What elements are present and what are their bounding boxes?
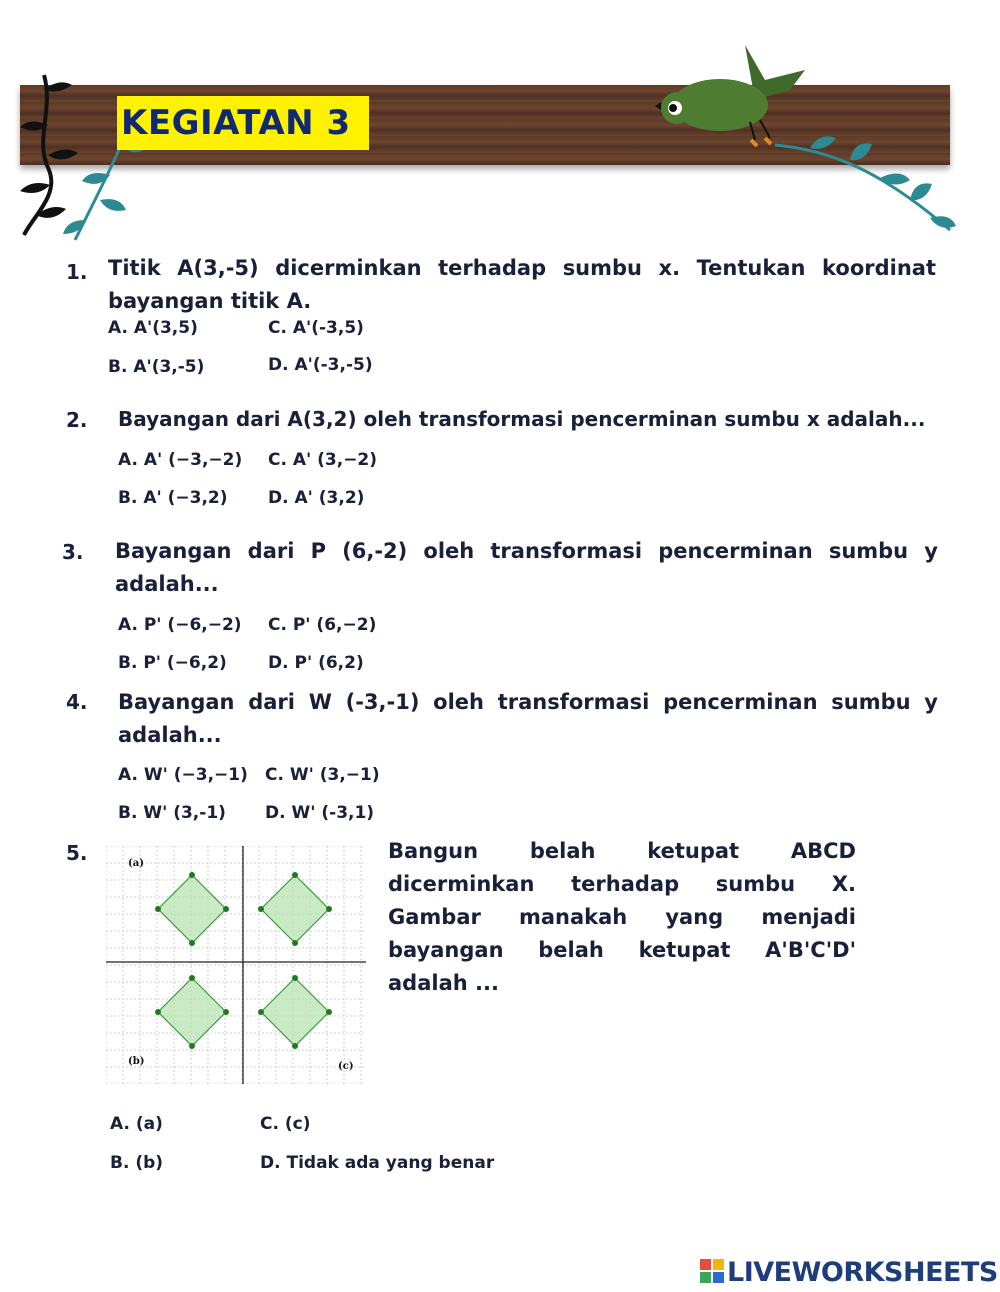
logo-text: LIVEWORKSHEETS <box>727 1256 998 1288</box>
bird-illustration <box>655 40 815 150</box>
option-a[interactable]: A. A'(3,5) <box>108 318 198 338</box>
option-c[interactable]: C. (c) <box>260 1114 311 1134</box>
reflection-figure <box>106 846 366 1084</box>
vertex-point <box>326 906 332 912</box>
question-number: 2. <box>66 408 88 432</box>
vertex-point <box>189 1043 195 1049</box>
option-c[interactable]: C. A' (3,−2) <box>268 450 378 470</box>
page-title: KEGIATAN 3 <box>121 103 351 143</box>
question-text: Bayangan dari W (-3,-1) oleh transformasi pencerminan sumbu y adalah... <box>118 690 938 747</box>
question-text: Bangun belah ketupat ABCD dicerminkan terhadap sumbu X. Gambar manakah yang menjadi bayangan belah ketupat A'B'C'D' adalah ... <box>388 839 856 995</box>
option-b[interactable]: B. P' (−6,2) <box>118 653 227 673</box>
vertex-point <box>326 1009 332 1015</box>
question-text: Bayangan dari A(3,2) oleh transformasi pencerminan sumbu x adalah... <box>118 407 926 431</box>
vertex-point <box>189 940 195 946</box>
option-a[interactable]: A. P' (−6,−2) <box>118 615 242 635</box>
vertex-point <box>223 906 229 912</box>
option-d[interactable]: D. W' (-3,1) <box>265 803 375 823</box>
vertex-point <box>223 1009 229 1015</box>
liveworksheets-logo[interactable] <box>700 1252 998 1292</box>
vertex-point <box>258 1009 264 1015</box>
option-c[interactable]: C. P' (6,−2) <box>268 615 377 635</box>
vertex-point <box>155 1009 161 1015</box>
option-c[interactable]: C. W' (3,−1) <box>265 765 380 785</box>
title-banner <box>117 96 369 150</box>
option-a[interactable]: A. W' (−3,−1) <box>118 765 248 785</box>
figure-label-c: (c) <box>338 1061 354 1072</box>
option-d[interactable]: D. A' (3,2) <box>268 488 365 508</box>
figure-label-b: (b) <box>128 1056 145 1067</box>
option-d[interactable]: D. P' (6,2) <box>268 653 364 673</box>
vertex-point <box>155 906 161 912</box>
figure-label-a: (a) <box>128 858 144 869</box>
question-text: Titik A(3,-5) dicerminkan terhadap sumbu x. Tentukan koordinat bayangan titik A. <box>108 256 936 313</box>
vertex-point <box>189 975 195 981</box>
question-number: 4. <box>66 690 88 714</box>
option-d[interactable]: D. Tidak ada yang benar <box>260 1153 495 1173</box>
vertex-point <box>292 872 298 878</box>
coordinate-grid <box>106 846 366 1084</box>
vertex-point <box>292 1043 298 1049</box>
option-a[interactable]: A. A' (−3,−2) <box>118 450 243 470</box>
question-text: Bayangan dari P (6,-2) oleh transformasi pencerminan sumbu y adalah... <box>115 539 938 596</box>
question-number: 5. <box>66 841 88 865</box>
option-b[interactable]: B. (b) <box>110 1153 164 1173</box>
vertex-point <box>258 906 264 912</box>
option-b[interactable]: B. W' (3,-1) <box>118 803 226 823</box>
question-number: 3. <box>62 540 84 564</box>
logo-icon <box>700 1259 724 1285</box>
vertex-point <box>292 940 298 946</box>
option-c[interactable]: C. A'(-3,5) <box>268 318 364 338</box>
vertex-point <box>189 872 195 878</box>
question-number: 1. <box>66 260 88 284</box>
option-d[interactable]: D. A'(-3,-5) <box>268 355 373 375</box>
option-a[interactable]: A. (a) <box>110 1114 163 1134</box>
vertex-point <box>292 975 298 981</box>
option-b[interactable]: B. A'(3,-5) <box>108 357 205 377</box>
option-b[interactable]: B. A' (−3,2) <box>118 488 228 508</box>
